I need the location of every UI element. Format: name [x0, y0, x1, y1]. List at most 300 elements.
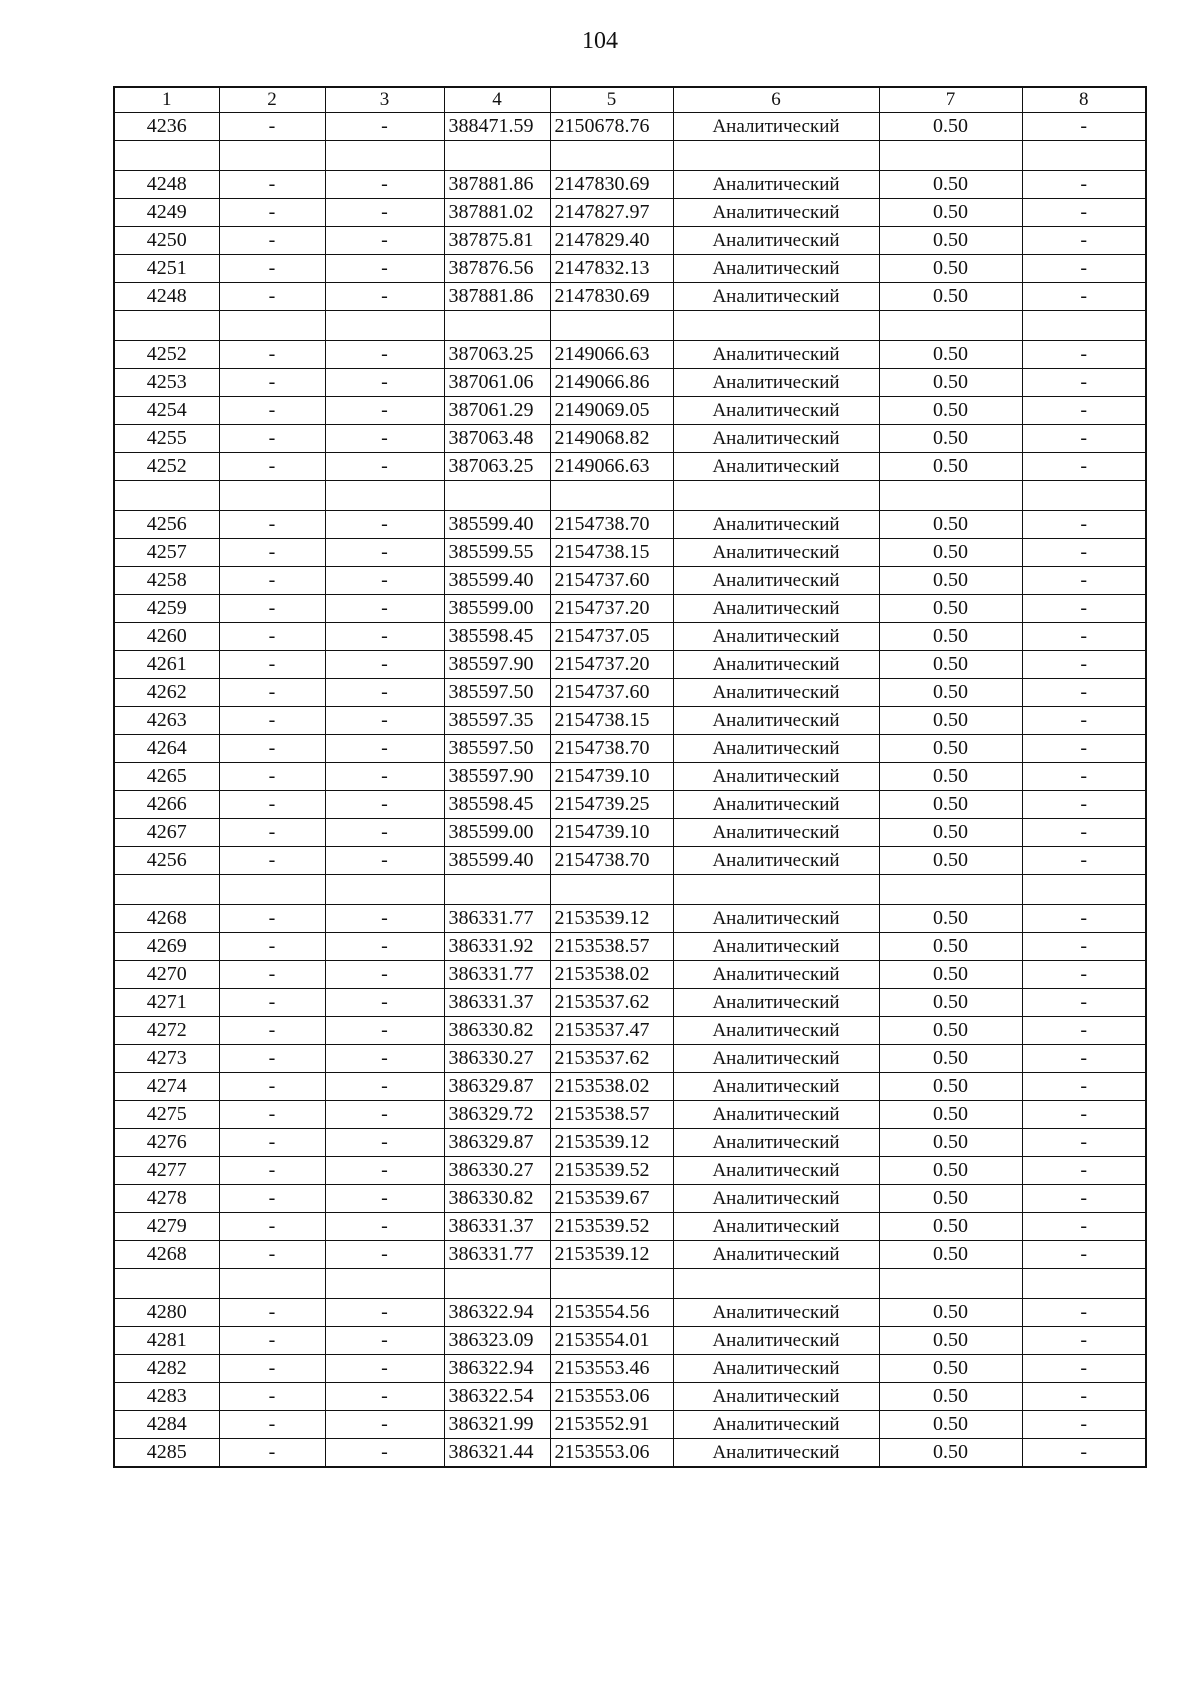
empty-cell [879, 875, 1022, 905]
col-2-cell: - [219, 1073, 325, 1101]
col-8-cell: - [1022, 1241, 1146, 1269]
col-3-cell: - [325, 397, 444, 425]
x-coordinate-cell: 387881.86 [444, 171, 550, 199]
y-coordinate-cell: 2154737.05 [550, 623, 673, 651]
header-col-2: 2 [219, 87, 325, 113]
y-coordinate-cell: 2153539.12 [550, 1129, 673, 1157]
col-3-cell: - [325, 1073, 444, 1101]
accuracy-cell: 0.50 [879, 113, 1022, 141]
y-coordinate-cell: 2154738.15 [550, 707, 673, 735]
col-2-cell: - [219, 961, 325, 989]
y-coordinate-cell: 2149066.63 [550, 453, 673, 481]
col-2-cell: - [219, 341, 325, 369]
x-coordinate-cell: 385599.55 [444, 539, 550, 567]
col-8-cell: - [1022, 1355, 1146, 1383]
y-coordinate-cell: 2153553.06 [550, 1439, 673, 1468]
point-number-cell: 4263 [114, 707, 219, 735]
col-8-cell: - [1022, 651, 1146, 679]
col-8-cell: - [1022, 369, 1146, 397]
point-number-cell: 4258 [114, 567, 219, 595]
table-row [114, 511, 1146, 539]
col-8-cell: - [1022, 707, 1146, 735]
accuracy-cell: 0.50 [879, 171, 1022, 199]
col-8-cell: - [1022, 905, 1146, 933]
table-row [114, 679, 1146, 707]
point-number-cell: 4248 [114, 171, 219, 199]
method-cell: Аналитический [673, 255, 879, 283]
point-number-cell: 4283 [114, 1383, 219, 1411]
y-coordinate-cell: 2154737.20 [550, 595, 673, 623]
table-row [114, 113, 1146, 141]
header-col-7: 7 [879, 87, 1022, 113]
point-number-cell: 4273 [114, 1045, 219, 1073]
accuracy-cell: 0.50 [879, 905, 1022, 933]
y-coordinate-cell: 2154739.10 [550, 763, 673, 791]
point-number-cell: 4267 [114, 819, 219, 847]
method-cell: Аналитический [673, 1101, 879, 1129]
table-row [114, 1129, 1146, 1157]
col-8-cell: - [1022, 511, 1146, 539]
table-row [114, 171, 1146, 199]
separator-row [114, 141, 1146, 171]
method-cell: Аналитический [673, 1185, 879, 1213]
x-coordinate-cell: 386330.82 [444, 1017, 550, 1045]
point-number-cell: 4276 [114, 1129, 219, 1157]
empty-cell [325, 141, 444, 171]
accuracy-cell: 0.50 [879, 511, 1022, 539]
table-row [114, 1299, 1146, 1327]
point-number-cell: 4275 [114, 1101, 219, 1129]
method-cell: Аналитический [673, 113, 879, 141]
table-row [114, 1073, 1146, 1101]
col-8-cell: - [1022, 453, 1146, 481]
y-coordinate-cell: 2153553.46 [550, 1355, 673, 1383]
y-coordinate-cell: 2153537.62 [550, 1045, 673, 1073]
col-2-cell: - [219, 623, 325, 651]
point-number-cell: 4271 [114, 989, 219, 1017]
accuracy-cell: 0.50 [879, 933, 1022, 961]
x-coordinate-cell: 385597.50 [444, 735, 550, 763]
x-coordinate-cell: 387061.29 [444, 397, 550, 425]
col-8-cell: - [1022, 1045, 1146, 1073]
table-row [114, 1157, 1146, 1185]
method-cell: Аналитический [673, 819, 879, 847]
x-coordinate-cell: 386322.54 [444, 1383, 550, 1411]
x-coordinate-cell: 386330.27 [444, 1157, 550, 1185]
empty-cell [219, 1269, 325, 1299]
col-8-cell: - [1022, 255, 1146, 283]
x-coordinate-cell: 388471.59 [444, 113, 550, 141]
col-8-cell: - [1022, 989, 1146, 1017]
y-coordinate-cell: 2154737.60 [550, 679, 673, 707]
accuracy-cell: 0.50 [879, 1355, 1022, 1383]
table-row [114, 933, 1146, 961]
x-coordinate-cell: 386331.37 [444, 1213, 550, 1241]
col-2-cell: - [219, 453, 325, 481]
col-2-cell: - [219, 707, 325, 735]
point-number-cell: 4284 [114, 1411, 219, 1439]
y-coordinate-cell: 2154737.60 [550, 567, 673, 595]
point-number-cell: 4279 [114, 1213, 219, 1241]
point-number-cell: 4268 [114, 1241, 219, 1269]
header-col-5: 5 [550, 87, 673, 113]
table-row [114, 1241, 1146, 1269]
col-8-cell: - [1022, 1157, 1146, 1185]
col-3-cell: - [325, 1213, 444, 1241]
method-cell: Аналитический [673, 735, 879, 763]
empty-cell [219, 875, 325, 905]
method-cell: Аналитический [673, 283, 879, 311]
x-coordinate-cell: 386322.94 [444, 1355, 550, 1383]
point-number-cell: 4253 [114, 369, 219, 397]
col-3-cell: - [325, 567, 444, 595]
method-cell: Аналитический [673, 1213, 879, 1241]
point-number-cell: 4257 [114, 539, 219, 567]
header-col-1: 1 [114, 87, 219, 113]
accuracy-cell: 0.50 [879, 1045, 1022, 1073]
col-2-cell: - [219, 425, 325, 453]
col-3-cell: - [325, 113, 444, 141]
method-cell: Аналитический [673, 679, 879, 707]
method-cell: Аналитический [673, 1439, 879, 1468]
col-3-cell: - [325, 1383, 444, 1411]
method-cell: Аналитический [673, 341, 879, 369]
table-row [114, 1213, 1146, 1241]
y-coordinate-cell: 2154737.20 [550, 651, 673, 679]
table-row [114, 905, 1146, 933]
col-2-cell: - [219, 595, 325, 623]
separator-row [114, 1269, 1146, 1299]
y-coordinate-cell: 2147829.40 [550, 227, 673, 255]
table-row [114, 1017, 1146, 1045]
col-3-cell: - [325, 255, 444, 283]
col-3-cell: - [325, 425, 444, 453]
col-2-cell: - [219, 1213, 325, 1241]
method-cell: Аналитический [673, 1411, 879, 1439]
x-coordinate-cell: 386322.94 [444, 1299, 550, 1327]
header-col-6: 6 [673, 87, 879, 113]
accuracy-cell: 0.50 [879, 707, 1022, 735]
accuracy-cell: 0.50 [879, 735, 1022, 763]
table-row [114, 199, 1146, 227]
empty-cell [1022, 1269, 1146, 1299]
col-8-cell: - [1022, 1327, 1146, 1355]
col-2-cell: - [219, 171, 325, 199]
x-coordinate-cell: 385599.40 [444, 511, 550, 539]
accuracy-cell: 0.50 [879, 819, 1022, 847]
x-coordinate-cell: 387063.25 [444, 453, 550, 481]
empty-cell [114, 311, 219, 341]
col-2-cell: - [219, 847, 325, 875]
empty-cell [1022, 875, 1146, 905]
y-coordinate-cell: 2147830.69 [550, 171, 673, 199]
empty-cell [1022, 481, 1146, 511]
method-cell: Аналитический [673, 397, 879, 425]
col-8-cell: - [1022, 171, 1146, 199]
empty-cell [114, 1269, 219, 1299]
col-3-cell: - [325, 1185, 444, 1213]
point-number-cell: 4266 [114, 791, 219, 819]
table-row [114, 961, 1146, 989]
x-coordinate-cell: 386330.82 [444, 1185, 550, 1213]
col-3-cell: - [325, 369, 444, 397]
col-2-cell: - [219, 227, 325, 255]
table-row [114, 791, 1146, 819]
x-coordinate-cell: 386329.87 [444, 1073, 550, 1101]
col-2-cell: - [219, 1355, 325, 1383]
method-cell: Аналитический [673, 567, 879, 595]
col-3-cell: - [325, 651, 444, 679]
col-8-cell: - [1022, 595, 1146, 623]
col-8-cell: - [1022, 1299, 1146, 1327]
y-coordinate-cell: 2153538.02 [550, 961, 673, 989]
accuracy-cell: 0.50 [879, 679, 1022, 707]
point-number-cell: 4254 [114, 397, 219, 425]
col-2-cell: - [219, 735, 325, 763]
x-coordinate-cell: 385598.45 [444, 623, 550, 651]
separator-row [114, 875, 1146, 905]
x-coordinate-cell: 386331.77 [444, 905, 550, 933]
col-2-cell: - [219, 1327, 325, 1355]
table-row [114, 847, 1146, 875]
method-cell: Аналитический [673, 1241, 879, 1269]
table-row [114, 255, 1146, 283]
table-row [114, 227, 1146, 255]
accuracy-cell: 0.50 [879, 1411, 1022, 1439]
col-8-cell: - [1022, 1383, 1146, 1411]
col-3-cell: - [325, 1045, 444, 1073]
point-number-cell: 4252 [114, 341, 219, 369]
y-coordinate-cell: 2154738.70 [550, 511, 673, 539]
y-coordinate-cell: 2154739.10 [550, 819, 673, 847]
col-2-cell: - [219, 905, 325, 933]
point-number-cell: 4280 [114, 1299, 219, 1327]
point-number-cell: 4270 [114, 961, 219, 989]
col-2-cell: - [219, 763, 325, 791]
point-number-cell: 4281 [114, 1327, 219, 1355]
accuracy-cell: 0.50 [879, 989, 1022, 1017]
col-8-cell: - [1022, 1439, 1146, 1468]
x-coordinate-cell: 386331.77 [444, 1241, 550, 1269]
method-cell: Аналитический [673, 511, 879, 539]
point-number-cell: 4250 [114, 227, 219, 255]
method-cell: Аналитический [673, 199, 879, 227]
col-8-cell: - [1022, 961, 1146, 989]
point-number-cell: 4278 [114, 1185, 219, 1213]
point-number-cell: 4261 [114, 651, 219, 679]
accuracy-cell: 0.50 [879, 651, 1022, 679]
col-3-cell: - [325, 791, 444, 819]
col-3-cell: - [325, 623, 444, 651]
table-row [114, 1185, 1146, 1213]
point-number-cell: 4282 [114, 1355, 219, 1383]
point-number-cell: 4268 [114, 905, 219, 933]
col-8-cell: - [1022, 847, 1146, 875]
col-2-cell: - [219, 1241, 325, 1269]
col-8-cell: - [1022, 1017, 1146, 1045]
table-row [114, 595, 1146, 623]
col-3-cell: - [325, 763, 444, 791]
col-2-cell: - [219, 283, 325, 311]
y-coordinate-cell: 2149068.82 [550, 425, 673, 453]
accuracy-cell: 0.50 [879, 847, 1022, 875]
y-coordinate-cell: 2154738.70 [550, 847, 673, 875]
x-coordinate-cell: 385598.45 [444, 791, 550, 819]
col-8-cell: - [1022, 341, 1146, 369]
method-cell: Аналитический [673, 369, 879, 397]
col-3-cell: - [325, 847, 444, 875]
col-3-cell: - [325, 819, 444, 847]
y-coordinate-cell: 2149066.63 [550, 341, 673, 369]
point-number-cell: 4272 [114, 1017, 219, 1045]
empty-cell [444, 875, 550, 905]
x-coordinate-cell: 386329.87 [444, 1129, 550, 1157]
header-row [114, 87, 1146, 113]
x-coordinate-cell: 386329.72 [444, 1101, 550, 1129]
x-coordinate-cell: 385599.40 [444, 567, 550, 595]
col-8-cell: - [1022, 425, 1146, 453]
header-col-3: 3 [325, 87, 444, 113]
header-col-8: 8 [1022, 87, 1146, 113]
table-row [114, 735, 1146, 763]
col-8-cell: - [1022, 227, 1146, 255]
col-8-cell: - [1022, 199, 1146, 227]
method-cell: Аналитический [673, 425, 879, 453]
y-coordinate-cell: 2154739.25 [550, 791, 673, 819]
col-3-cell: - [325, 905, 444, 933]
table-row [114, 651, 1146, 679]
col-8-cell: - [1022, 679, 1146, 707]
col-3-cell: - [325, 1439, 444, 1468]
col-3-cell: - [325, 283, 444, 311]
y-coordinate-cell: 2153553.06 [550, 1383, 673, 1411]
x-coordinate-cell: 387063.25 [444, 341, 550, 369]
col-3-cell: - [325, 1241, 444, 1269]
accuracy-cell: 0.50 [879, 397, 1022, 425]
col-2-cell: - [219, 1439, 325, 1468]
x-coordinate-cell: 385597.90 [444, 651, 550, 679]
col-2-cell: - [219, 397, 325, 425]
point-number-cell: 4265 [114, 763, 219, 791]
col-3-cell: - [325, 1411, 444, 1439]
method-cell: Аналитический [673, 989, 879, 1017]
x-coordinate-cell: 385597.90 [444, 763, 550, 791]
table-row [114, 707, 1146, 735]
x-coordinate-cell: 385599.00 [444, 595, 550, 623]
empty-cell [879, 311, 1022, 341]
col-3-cell: - [325, 171, 444, 199]
point-number-cell: 4264 [114, 735, 219, 763]
y-coordinate-cell: 2153538.02 [550, 1073, 673, 1101]
method-cell: Аналитический [673, 905, 879, 933]
method-cell: Аналитический [673, 933, 879, 961]
x-coordinate-cell: 386323.09 [444, 1327, 550, 1355]
col-3-cell: - [325, 595, 444, 623]
table-row [114, 1101, 1146, 1129]
y-coordinate-cell: 2154738.70 [550, 735, 673, 763]
col-2-cell: - [219, 539, 325, 567]
empty-cell [673, 875, 879, 905]
col-8-cell: - [1022, 283, 1146, 311]
method-cell: Аналитический [673, 1355, 879, 1383]
x-coordinate-cell: 386331.37 [444, 989, 550, 1017]
col-3-cell: - [325, 1157, 444, 1185]
empty-cell [325, 481, 444, 511]
col-8-cell: - [1022, 735, 1146, 763]
page-number: 104 [582, 28, 618, 54]
accuracy-cell: 0.50 [879, 1157, 1022, 1185]
method-cell: Аналитический [673, 171, 879, 199]
y-coordinate-cell: 2153539.12 [550, 1241, 673, 1269]
method-cell: Аналитический [673, 847, 879, 875]
col-8-cell: - [1022, 933, 1146, 961]
col-3-cell: - [325, 707, 444, 735]
table-row [114, 397, 1146, 425]
accuracy-cell: 0.50 [879, 1439, 1022, 1468]
table-row [114, 1383, 1146, 1411]
col-8-cell: - [1022, 1101, 1146, 1129]
empty-cell [219, 311, 325, 341]
col-3-cell: - [325, 227, 444, 255]
col-2-cell: - [219, 933, 325, 961]
empty-cell [325, 875, 444, 905]
accuracy-cell: 0.50 [879, 791, 1022, 819]
y-coordinate-cell: 2153539.12 [550, 905, 673, 933]
point-number-cell: 4251 [114, 255, 219, 283]
col-2-cell: - [219, 1129, 325, 1157]
col-8-cell: - [1022, 113, 1146, 141]
method-cell: Аналитический [673, 1017, 879, 1045]
empty-cell [673, 141, 879, 171]
col-8-cell: - [1022, 567, 1146, 595]
col-2-cell: - [219, 1411, 325, 1439]
empty-cell [325, 311, 444, 341]
coordinates-table [113, 86, 1147, 1468]
col-8-cell: - [1022, 791, 1146, 819]
col-2-cell: - [219, 1157, 325, 1185]
col-3-cell: - [325, 1101, 444, 1129]
col-3-cell: - [325, 735, 444, 763]
x-coordinate-cell: 386330.27 [444, 1045, 550, 1073]
y-coordinate-cell: 2147827.97 [550, 199, 673, 227]
method-cell: Аналитический [673, 1129, 879, 1157]
accuracy-cell: 0.50 [879, 595, 1022, 623]
col-8-cell: - [1022, 1073, 1146, 1101]
empty-cell [114, 481, 219, 511]
col-2-cell: - [219, 989, 325, 1017]
col-3-cell: - [325, 989, 444, 1017]
accuracy-cell: 0.50 [879, 1073, 1022, 1101]
accuracy-cell: 0.50 [879, 1383, 1022, 1411]
x-coordinate-cell: 386331.77 [444, 961, 550, 989]
empty-cell [550, 481, 673, 511]
accuracy-cell: 0.50 [879, 567, 1022, 595]
x-coordinate-cell: 385597.50 [444, 679, 550, 707]
method-cell: Аналитический [673, 1045, 879, 1073]
accuracy-cell: 0.50 [879, 1017, 1022, 1045]
accuracy-cell: 0.50 [879, 1101, 1022, 1129]
accuracy-cell: 0.50 [879, 255, 1022, 283]
col-3-cell: - [325, 341, 444, 369]
method-cell: Аналитический [673, 623, 879, 651]
method-cell: Аналитический [673, 227, 879, 255]
x-coordinate-cell: 386321.44 [444, 1439, 550, 1468]
x-coordinate-cell: 387061.06 [444, 369, 550, 397]
empty-cell [550, 311, 673, 341]
empty-cell [550, 141, 673, 171]
col-3-cell: - [325, 453, 444, 481]
col-2-cell: - [219, 1101, 325, 1129]
